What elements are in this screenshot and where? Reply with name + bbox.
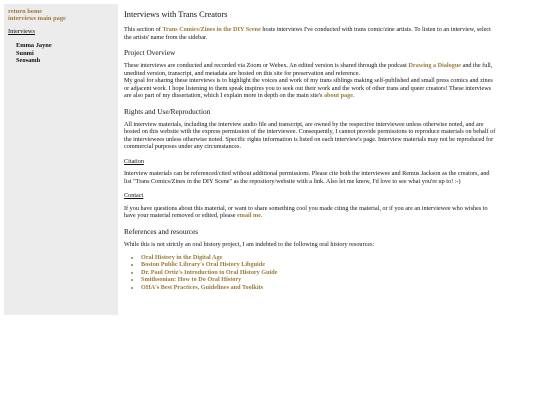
overview-text-pre: These interviews are conducted and recorded via Zoom or Webex. An edited version is shared through the podcast	[124, 62, 409, 69]
rights-heading: Rights and Use/Reproduction	[124, 106, 211, 116]
interviewee-list	[8, 42, 114, 64]
intro-text-pre: This section of	[124, 26, 163, 33]
references-list	[124, 254, 498, 291]
contact-text-pre: If you have questions about this material, or want to share something cool you made citing the material, or if you are an interviewee who wishes to have your material removed or edited, please	[124, 204, 488, 219]
trans-comics-zines-link[interactable]: Trans Comics/Zines in the DIY Scene	[162, 26, 261, 33]
citation-heading: Citation	[124, 157, 144, 165]
drawing-a-dialogue-link[interactable]: Drawing a Dialogue	[408, 62, 462, 69]
smithsonian-oral-history-link[interactable]: Smithsonian: How to Do Oral History	[141, 276, 242, 284]
boston-public-library-libguide-link[interactable]: Boston Public Library's Oral History Libguide	[141, 261, 265, 269]
list-item	[141, 254, 498, 261]
interviews-main-page-link[interactable]: interviews main page	[8, 15, 66, 23]
sidebar	[4, 4, 118, 315]
overview-text-mid: and the full, unedited version, transcript, and metadata are hosted on this site for preservation and reference.	[124, 62, 493, 77]
oral-history-digital-age-link[interactable]: Oral History in the Digital Age	[141, 254, 223, 261]
list-item	[141, 276, 498, 283]
email-me-link[interactable]: email me	[237, 212, 261, 219]
page-title: Interviews with Trans Creators	[124, 10, 228, 19]
list-item	[141, 269, 498, 276]
sidebar-item-seosamh[interactable]: Seosamh	[16, 56, 41, 64]
about-page-link[interactable]: about page	[323, 92, 353, 99]
contact-text-end: .	[260, 212, 263, 219]
sidebar-heading-interviews: Interviews	[8, 27, 35, 35]
project-overview-heading: Project Overview	[124, 48, 176, 57]
list-item	[141, 261, 498, 268]
list-item	[141, 284, 498, 291]
sidebar-item-sunmi[interactable]: Sunmi	[16, 49, 34, 57]
overview-goal-text: My goal for sharing these interviews is to highlight the voices and work of my trans siblings making self-published and small press comics and zines or adjacent work. I hope listening to them speak inspires you to seek out their work and the work of other trans and queer creators! These interviews are also part of my dissertation, which I explain more in depth on the main site's	[124, 77, 493, 99]
oha-best-practices-link[interactable]: OHA's Best Practices, Guidelines and Toolkits	[141, 283, 264, 291]
main-content	[124, 10, 498, 291]
intro-text-post: hosts interviews I've conducted with trans comic/zine artists. To listen to an interview, select the artists' name from the sidebar.	[124, 26, 491, 41]
return-home-link[interactable]: return home	[8, 8, 43, 15]
intro-paragraph	[124, 26, 498, 41]
references-intro: While this is not strictly an oral history project, I am indebted to the following oral history resources:	[124, 240, 375, 248]
overview-paragraph	[124, 62, 498, 100]
contact-paragraph	[124, 205, 498, 220]
references-heading: References and resources	[124, 226, 199, 236]
contact-heading: Contact	[124, 192, 144, 199]
sidebar-item-emma-jayne[interactable]: Emma Jayne	[16, 42, 52, 50]
citation-paragraph: Interview materials can be referenced/cited without additional permissions. Please cite both the interviewee and Remus Jackson as the creators, and list "Trans Comics/Zines in the DIY Scene" as the repository/website with a link. Also let me know, I'd love to see what you're up to! :-)	[124, 170, 490, 185]
paul-ortiz-guide-link[interactable]: Dr. Paul Ortiz's Introduction to Oral History Guide	[141, 268, 278, 276]
rights-paragraph: All interview materials, including the interview audio file and transcript, are owned by the respective interviewee unless otherwise noted, and are hosted on this website with the express permission of the interviewee. Consequently, I cannot provide permissions to reproduce materials on behalf of the interviewees unless otherwise noted. Specific rights information is listed on each interview's page. Interview materials may not be reproduced for commercial purposes under any circumstances.	[124, 120, 496, 150]
overview-text-end: .	[353, 92, 355, 99]
